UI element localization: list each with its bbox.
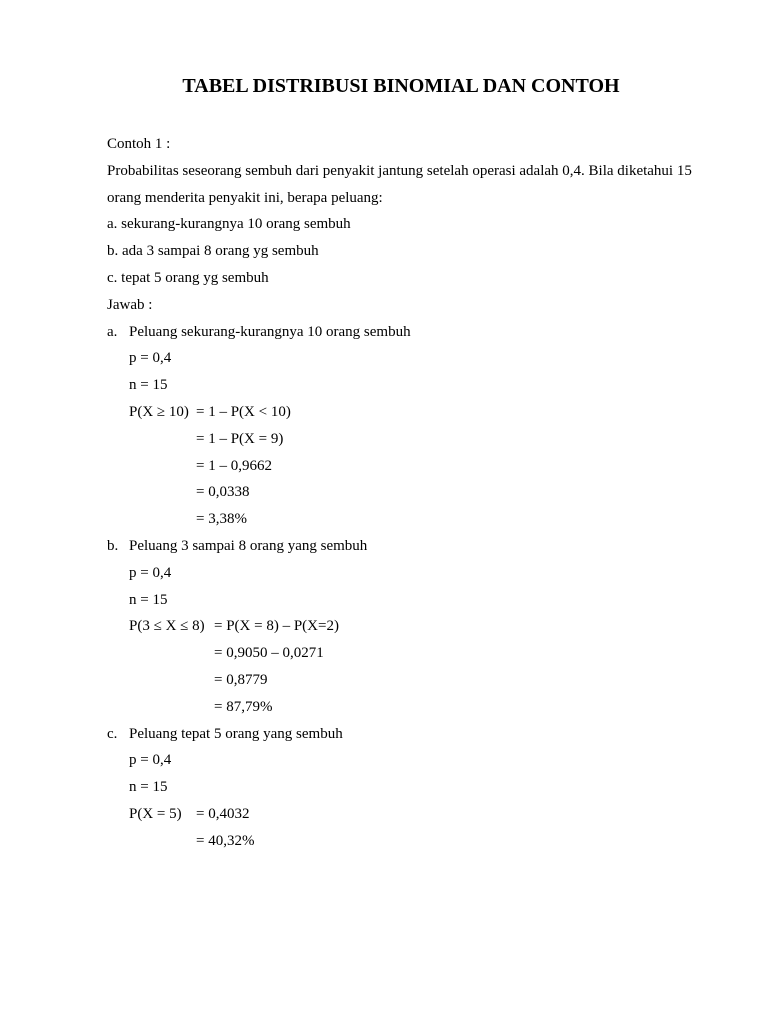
part-a-step: = 1 – 0,9662 — [196, 457, 272, 474]
part-a-step: = 3,38% — [196, 511, 247, 528]
part-c-step: = 40,32% — [196, 832, 255, 849]
part-a-equation — [107, 399, 707, 426]
part-b-equation — [107, 613, 707, 640]
part-b-heading-row — [107, 533, 707, 560]
part-a-marker: a. — [107, 323, 118, 340]
part-c-heading: Peluang tepat 5 orang yang sembuh — [129, 725, 343, 742]
part-b-step: = 0,8779 — [214, 671, 268, 688]
document-body — [107, 131, 707, 855]
question-a: a. sekurang-kurangnya 10 orang sembuh — [107, 216, 351, 233]
question-c: c. tepat 5 orang yg sembuh — [107, 269, 269, 286]
part-c-heading-row — [107, 721, 707, 748]
part-c-marker: c. — [107, 725, 118, 742]
part-c-step: = 0,4032 — [196, 805, 250, 822]
part-b-lhs: P(3 ≤ X ≤ 8) — [129, 618, 205, 635]
part-a-step: = 1 – P(X = 9) — [196, 430, 284, 447]
answer-label: Jawab : — [107, 296, 153, 313]
part-a-step: = 0,0338 — [196, 484, 250, 501]
part-b-p: p = 0,4 — [129, 564, 172, 581]
page-title: TABEL DISTRIBUSI BINOMIAL DAN CONTOH — [182, 75, 620, 97]
part-b-step: = 0,9050 – 0,0271 — [214, 645, 324, 662]
part-a-n: n = 15 — [129, 377, 168, 394]
part-c-equation — [107, 801, 707, 828]
example-label: Contoh 1 : — [107, 136, 171, 152]
part-c-p: p = 0,4 — [129, 752, 172, 769]
part-a-p: p = 0,4 — [129, 350, 172, 367]
part-b-step: = 87,79% — [214, 698, 273, 715]
part-a-lhs: P(X ≥ 10) — [129, 403, 189, 420]
part-a-heading: Peluang sekurang-kurangnya 10 orang sembuh — [129, 323, 411, 340]
problem-statement: Probabilitas seseorang sembuh dari penyakit jantung setelah operasi adalah 0,4. Bila diketahui 15 orang menderita penyakit ini, berapa peluang: — [107, 162, 692, 206]
part-b-heading: Peluang 3 sampai 8 orang yang sembuh — [129, 537, 368, 554]
part-c-lhs: P(X = 5) — [129, 805, 182, 822]
part-b-step: = P(X = 8) – P(X=2) — [214, 618, 339, 635]
part-b-n: n = 15 — [129, 591, 168, 608]
part-b-marker: b. — [107, 537, 119, 554]
part-a-step: = 1 – P(X < 10) — [196, 403, 291, 420]
question-b: b. ada 3 sampai 8 orang yg sembuh — [107, 243, 319, 260]
part-c-n: n = 15 — [129, 779, 168, 796]
part-a-heading-row — [107, 319, 707, 346]
